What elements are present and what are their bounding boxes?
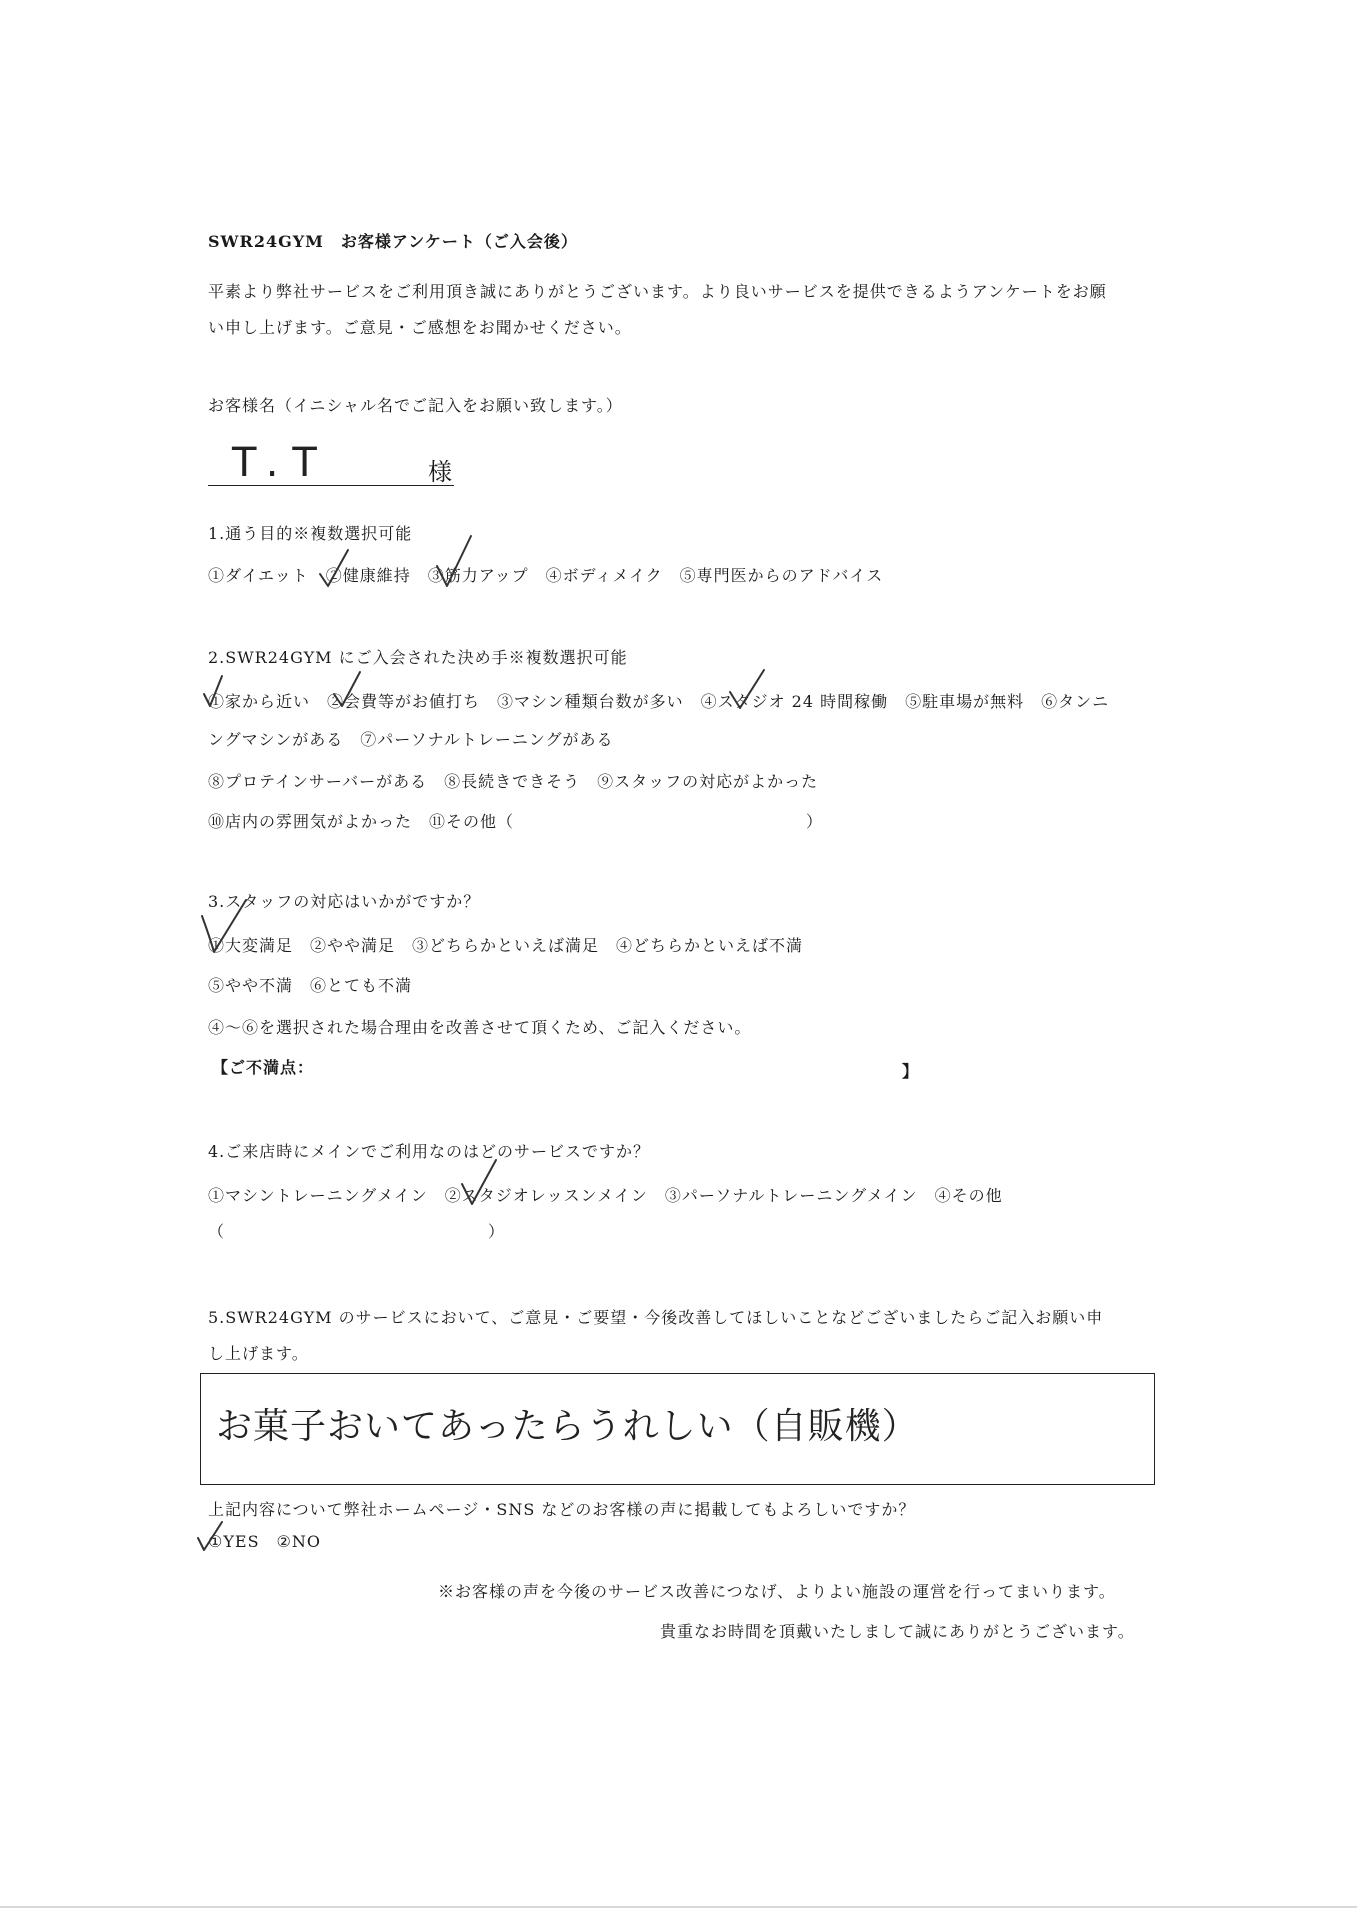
- survey-title: SWR24GYM お客様アンケート（ご入会後）: [208, 232, 578, 251]
- dissatisfaction-label: 【ご不満点：: [212, 1058, 315, 1077]
- q3-question: 3.スタッフの対応はいかがですか？: [208, 892, 481, 911]
- intro-line-2: い申し上げます。ご意見・ご感想をお聞かせください。: [208, 318, 632, 337]
- name-label: お客様名（イニシャル名でご記入をお願い致します。）: [208, 396, 623, 415]
- honorific-sama: 様: [428, 458, 453, 486]
- q1-question: 1.通う目的※複数選択可能: [208, 524, 413, 543]
- q3-options-line-2: ⑤やや不満 ⑥とても不満: [208, 976, 413, 995]
- consent-question: 上記内容について弊社ホームページ・SNS などのお客様の声に掲載してもよろしいですか？: [208, 1500, 916, 1519]
- q2-question: 2.SWR24GYM にご入会された決め手※複数選択可能: [208, 648, 628, 667]
- customer-name-handwritten: T.T: [232, 440, 331, 486]
- q1-options: ①ダイエット ②健康維持 ③筋力アップ ④ボディメイク ⑤専門医からのアドバイス: [208, 566, 884, 585]
- q4-options: ①マシントレーニングメイン ②スタジオレッスンメイン ③パーソナルトレーニングメイン ④その他: [208, 1186, 1003, 1205]
- q4-other-close: ）: [488, 1222, 506, 1241]
- q2-options-line-2: ングマシンがある ⑦パーソナルトレーニングがある: [208, 730, 614, 749]
- footer-thanks: 貴重なお時間を頂戴いたしまして誠にありがとうございます。: [660, 1622, 1135, 1641]
- name-underline: [208, 485, 454, 486]
- q5-question-line-2: し上げます。: [208, 1344, 309, 1363]
- dissatisfaction-close: 】: [902, 1062, 920, 1081]
- consent-options: ①YES ②NO: [208, 1532, 322, 1551]
- q2-options-line-1: ①家から近い ②会費等がお値打ち ③マシン種類台数が多い ④スタジオ 24 時間稼働 ⑤駐車場が無料 ⑥タンニ: [208, 692, 1110, 711]
- scan-edge: [0, 1906, 1357, 1908]
- q5-question-line-1: 5.SWR24GYM のサービスにおいて、ご意見・ご要望・今後改善してほしいことなどございましたらご記入お願い申: [208, 1308, 1104, 1327]
- q4-other-open: （: [208, 1222, 226, 1241]
- footer-note: ※お客様の声を今後のサービス改善につなげ、よりよい施設の運営を行ってまいります。: [438, 1582, 1116, 1601]
- q4-question: 4.ご来店時にメインでご利用なのはどのサービスですか？: [208, 1142, 650, 1161]
- q3-options-line-1: ①大変満足 ②やや満足 ③どちらかといえば満足 ④どちらかといえば不満: [208, 936, 804, 955]
- q3-instruction: ④～⑥を選択された場合理由を改善させて頂くため、ご記入ください。: [208, 1018, 752, 1037]
- q2-other-close: ）: [806, 812, 824, 831]
- q2-options-line-3: ⑧プロテインサーバーがある ⑧長続きできそう ⑨スタッフの対応がよかった: [208, 772, 819, 791]
- q5-handwritten-answer: お菓子おいてあったらうれしい（自販機）: [216, 1406, 919, 1447]
- q2-options-line-4: ⑩店内の雰囲気がよかった ⑪その他（: [208, 812, 515, 831]
- intro-line-1: 平素より弊社サービスをご利用頂き誠にありがとうございます。より良いサービスを提供できるようアンケートをお願: [208, 282, 1107, 301]
